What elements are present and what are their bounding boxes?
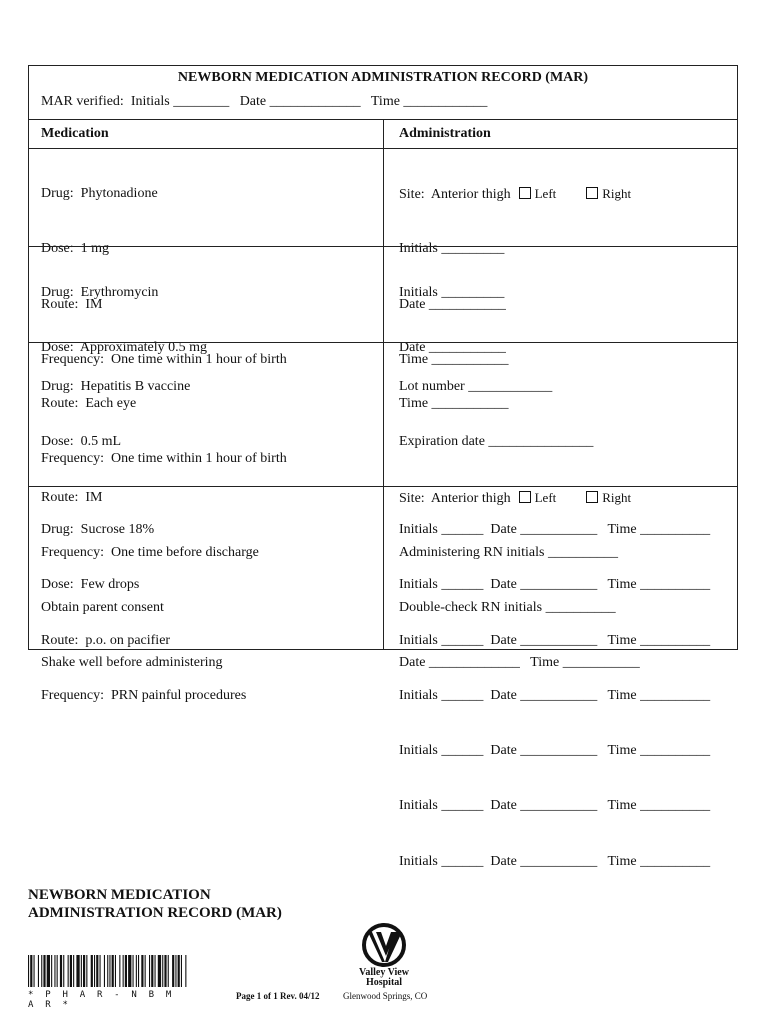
- barcode-bar: [94, 955, 95, 987]
- medication-sucrose: [41, 486, 246, 739]
- barcode-bar: [28, 955, 29, 987]
- footer-title: [28, 886, 282, 922]
- barcode-bar: [151, 955, 153, 987]
- barcode-bar: [63, 955, 64, 987]
- expiration-date-field[interactable]: Expiration date _______________: [399, 434, 594, 450]
- lot-number-field[interactable]: Lot number ____________: [399, 379, 553, 394]
- mar-form: [28, 65, 738, 869]
- initials-field[interactable]: Initials _________: [399, 241, 505, 257]
- barcode-bar: [91, 955, 93, 987]
- barcode-bar: [51, 955, 52, 987]
- barcode-bar: [34, 955, 35, 987]
- barcode-bar: [181, 955, 182, 987]
- frequency-line: Frequency: PRN painful procedures: [41, 687, 247, 703]
- barcode: [28, 955, 188, 987]
- administration-sucrose: [399, 486, 710, 905]
- footer-title-line1: NEWBORN MEDICATION: [28, 887, 211, 903]
- divider: [29, 148, 737, 149]
- drug-line: Drug: Phytonadione: [41, 186, 158, 201]
- route-line: Route: IM: [41, 489, 103, 505]
- barcode-bar: [38, 955, 39, 987]
- barcode-bar: [115, 955, 116, 987]
- barcode-bar: [73, 955, 74, 987]
- administering-rn-initials-field[interactable]: Administering RN initials __________: [399, 544, 618, 560]
- sucrose-entry-row[interactable]: Initials ______ Date ___________ Time __________: [399, 632, 711, 648]
- administration-header: Administration: [399, 126, 491, 141]
- valley-view-logo-icon: [358, 922, 410, 968]
- barcode-bar: [54, 955, 55, 987]
- barcode-bar: [47, 955, 50, 987]
- hospital-name-line2: Hospital: [365, 977, 403, 988]
- barcode-bar: [96, 955, 98, 987]
- hospital-location: Glenwood Springs, CO: [343, 991, 428, 1001]
- dose-line: Dose: Approximately 0.5 mg: [41, 340, 208, 356]
- date-field[interactable]: Date ___________: [399, 296, 506, 312]
- barcode-bar: [43, 955, 45, 987]
- site-label: Site: Anterior thigh: [399, 187, 511, 202]
- mar-verified-line[interactable]: MAR verified: Initials ________ Date _____________ Time ____________: [41, 94, 488, 109]
- barcode-bar: [158, 955, 161, 987]
- barcode-bar: [30, 955, 32, 987]
- barcode-bar: [168, 955, 169, 987]
- route-line: Route: p.o. on pacifier: [41, 632, 171, 648]
- barcode-bar: [145, 955, 146, 987]
- route-line: Route: IM: [41, 296, 103, 312]
- site-label: Site: Anterior thigh: [399, 490, 511, 506]
- barcode-bar: [136, 955, 137, 987]
- footer-title-line2: ADMINISTRATION RECORD (MAR): [28, 905, 282, 921]
- column-divider: [383, 119, 384, 649]
- shake-note: Shake well before administering: [41, 655, 223, 671]
- sucrose-entry-row[interactable]: Initials ______ Date ___________ Time __________: [399, 743, 711, 759]
- right-checkbox[interactable]: [586, 187, 598, 199]
- barcode-bar: [83, 955, 85, 987]
- barcode-bar: [133, 955, 134, 987]
- barcode-bar: [57, 955, 58, 987]
- drug-line: Drug: Erythromycin: [41, 285, 159, 300]
- route-line: Route: Each eye: [41, 395, 137, 411]
- sucrose-entry-row[interactable]: Initials ______ Date ___________ Time __________: [399, 798, 711, 814]
- barcode-bar: [68, 955, 69, 987]
- left-label: Left: [534, 489, 557, 505]
- drug-line: Drug: Sucrose 18%: [41, 522, 155, 537]
- consent-note: Obtain parent consent: [41, 600, 164, 616]
- double-check-rn-initials-field[interactable]: Double-check RN initials __________: [399, 600, 616, 616]
- barcode-bar: [162, 955, 163, 987]
- barcode-bar: [81, 955, 82, 987]
- sucrose-entry-row[interactable]: Initials ______ Date ___________ Time __________: [399, 853, 711, 869]
- hospital-name: [344, 968, 424, 988]
- date-time-field[interactable]: Date _____________ Time ___________: [399, 655, 640, 671]
- barcode-bar: [185, 955, 186, 987]
- left-label: Left: [534, 186, 557, 201]
- dose-line: Dose: 0.5 mL: [41, 434, 122, 450]
- barcode-bar: [70, 955, 72, 987]
- sucrose-entry-row[interactable]: Initials ______ Date ___________ Time __________: [399, 522, 711, 537]
- barcode-bar: [123, 955, 124, 987]
- site-row: [399, 182, 631, 205]
- left-checkbox[interactable]: [519, 187, 531, 199]
- dose-line: Dose: 1 mg: [41, 241, 110, 257]
- barcode-bar: [125, 955, 127, 987]
- hospital-name-line1: Valley View: [359, 967, 409, 978]
- barcode-bar: [60, 955, 62, 987]
- barcode-bar: [178, 955, 180, 987]
- barcode-bar: [149, 955, 150, 987]
- barcode-bar: [141, 955, 143, 987]
- medication-header: Medication: [41, 126, 109, 141]
- divider: [29, 246, 737, 247]
- dose-line: Dose: Few drops: [41, 577, 140, 593]
- sucrose-entry-row[interactable]: Initials ______ Date ___________ Time __________: [399, 687, 711, 703]
- frequency-line: Frequency: One time within 1 hour of birth: [41, 450, 287, 466]
- barcode-bar: [112, 955, 114, 987]
- barcode-bar: [104, 955, 105, 987]
- right-label: Right: [602, 489, 632, 505]
- barcode-bar: [175, 955, 176, 987]
- barcode-bar: [155, 955, 156, 987]
- barcode-bar: [107, 955, 108, 987]
- form-title: NEWBORN MEDICATION ADMINISTRATION RECORD (MAR): [177, 70, 589, 85]
- time-field[interactable]: Time ___________: [399, 395, 509, 411]
- drug-line: Drug: Hepatitis B vaccine: [41, 379, 191, 394]
- barcode-bar: [119, 955, 120, 987]
- frequency-line: Frequency: One time before discharge: [41, 544, 259, 560]
- page-info: Page 1 of 1 Rev. 04/12: [236, 991, 320, 1001]
- sucrose-entry-row[interactable]: Initials ______ Date ___________ Time __________: [399, 577, 711, 593]
- date-field[interactable]: Date ___________: [399, 340, 506, 356]
- time-field[interactable]: Time ___________: [399, 351, 509, 367]
- barcode-bar: [172, 955, 174, 987]
- initials-field[interactable]: Initials _________: [399, 285, 505, 300]
- right-label: Right: [602, 186, 632, 201]
- barcode-bar: [41, 955, 42, 987]
- barcode-bar: [109, 955, 110, 987]
- barcode-bar: [164, 955, 166, 987]
- barcode-text: * P H A R - N B M A R *: [28, 990, 175, 1010]
- barcode-bar: [86, 955, 87, 987]
- barcode-bar: [138, 955, 139, 987]
- barcode-bar: [76, 955, 79, 987]
- barcode-bar: [100, 955, 101, 987]
- barcode-bar: [128, 955, 131, 987]
- frequency-line: Frequency: One time within 1 hour of birth: [41, 351, 287, 367]
